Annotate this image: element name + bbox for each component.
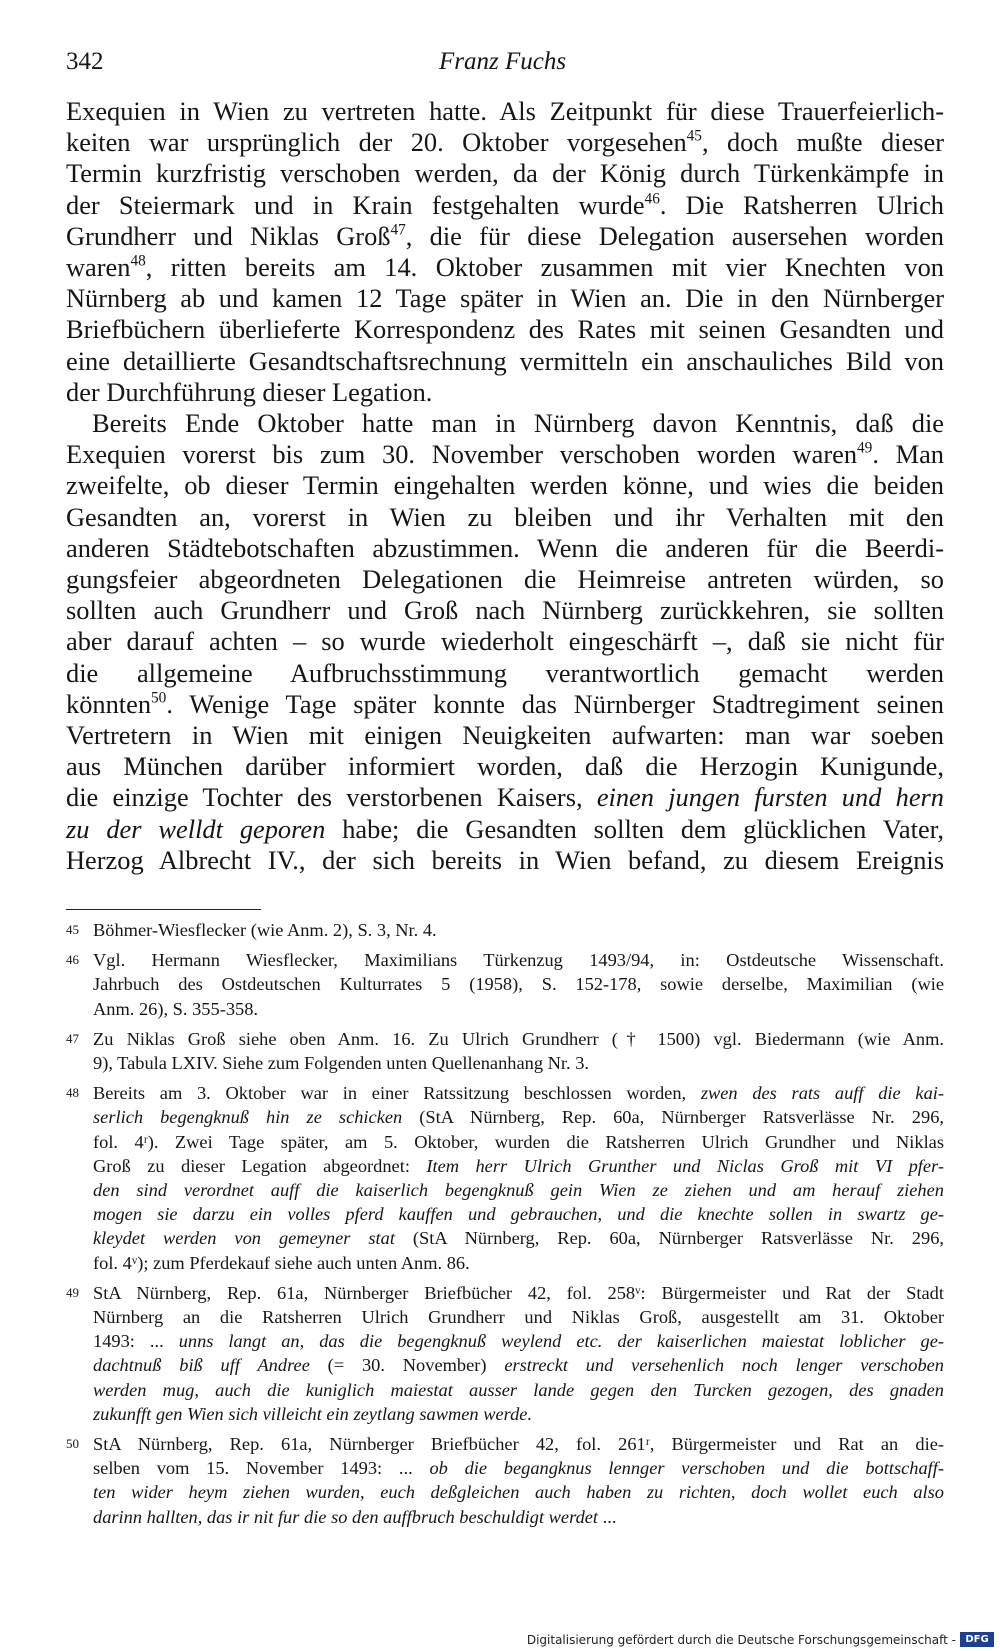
footnote-line: Jahrbuch des Ostdeutschen Kulturrates 5 (1958), S. 152-178, sowie derselbe, Maximilian (wie bbox=[93, 974, 944, 995]
body-line: der Steiermark und in Krain festgehalten wurde$^{46}$. Die Ratsherren Ulrich bbox=[66, 189, 944, 220]
footnote-line: kleydet werden von gemeyner stat (StA Nürnberg, Rep. 60a, Nürnberger Ratsverlässe Nr. 296, bbox=[93, 1228, 944, 1249]
footnote-number: 46 bbox=[66, 952, 79, 968]
page-header bbox=[66, 48, 946, 80]
page-number: 342 bbox=[66, 48, 104, 75]
footnote-number: 50 bbox=[66, 1436, 79, 1452]
footnote-line: werden mug, auch die kuniglich maiestat ausser lande gegen den Turcken gezogen, des gnaden bbox=[93, 1379, 944, 1400]
footnote-48 bbox=[66, 1081, 944, 1275]
footnote-line: Anm. 26), S. 355-358. bbox=[93, 998, 259, 1019]
footnote-line: Groß zu dieser Legation abgeordnet: Item herr Ulrich Grunther und Niclas Groß mit VI pfer- bbox=[93, 1155, 944, 1176]
body-line: zu der welldt geporen habe; die Gesandten sollten dem glücklichen Vater, bbox=[66, 813, 944, 844]
footnote-line: serlich begengknuß hin ze schicken (StA Nürnberg, Rep. 60a, Nürnberger Ratsverlässe Nr. 296, bbox=[93, 1107, 944, 1128]
footnote-line: Böhmer-Wiesflecker (wie Anm. 2), S. 3, Nr. 4. bbox=[93, 920, 437, 940]
footnotes bbox=[66, 918, 944, 1535]
funding-credit: Digitalisierung gefördert durch die Deutsche Forschungsgemeinschaft - bbox=[526, 1633, 956, 1647]
footnote-line: Nürnberg an die Ratsherren Ulrich Grundherr und Niklas Groß, ausgestellt am 31. Oktober bbox=[93, 1307, 944, 1328]
body-text bbox=[66, 96, 944, 876]
body-line: die einzige Tochter des verstorbenen Kaisers, einen jungen fursten und hern bbox=[66, 782, 944, 813]
footnote-line: fol. 4ᵛ); zum Pferdekauf siehe auch unten Anm. 86. bbox=[93, 1252, 470, 1273]
footnote-line: ten wider heym ziehen wurden, euch deßgleichen auch haben zu richten, doch wollet euch also bbox=[93, 1482, 944, 1503]
body-line: Exequien vorerst bis zum 30. November verschoben worden waren$^{49}$. Man bbox=[66, 439, 944, 470]
footnote-49 bbox=[66, 1281, 944, 1426]
footnote-number: 45 bbox=[66, 922, 79, 937]
footnote-line: Vgl. Hermann Wiesflecker, Maximilians Türkenzug 1493/94, in: Ostdeutsche Wissenschaft. bbox=[93, 950, 944, 971]
footnote-line: dachtnuß biß uff Andree (= 30. November) erstreckt und versehenlich noch lenger verschoben bbox=[93, 1355, 945, 1376]
footnote-line: Zu Niklas Groß siehe oben Anm. 16. Zu Ulrich Grundherr († 1500) vgl. Biedermann (wie Anm. bbox=[93, 1028, 944, 1049]
footnote-line: zukunfft gen Wien sich villeicht ein zeytlang sawmen werde. bbox=[93, 1403, 533, 1424]
body-line: sollten auch Grundherr und Groß nach Nürnberg zurückkehren, sie sollten bbox=[66, 595, 944, 626]
running-head-author: Franz Fuchs bbox=[439, 48, 567, 75]
footnote-46 bbox=[66, 948, 944, 1021]
body-line: keiten war ursprünglich der 20. Oktober vorgesehen$^{45}$, doch mußte dieser bbox=[66, 127, 944, 158]
footnote-line: 9), Tabula LXIV. Siehe zum Folgenden unten Quellenanhang Nr. 3. bbox=[93, 1053, 590, 1074]
dfg-logo: DFG bbox=[960, 1632, 994, 1647]
body-line: Grundherr und Niklas Groß$^{47}$, die für diese Delegation ausersehen worden bbox=[66, 220, 944, 251]
footnote-line: den sind verordnet auff die kaiserlich begengknuß gein Wien ze ziehen und am herauf ziehen bbox=[93, 1180, 944, 1201]
footnote-number: 47 bbox=[66, 1030, 79, 1046]
footnote-line: Bereits am 3. Oktober war in einer Ratssitzung beschlossen worden, zwen des rats auff die kai- bbox=[93, 1083, 944, 1104]
body-line: zweifelte, ob dieser Termin eingehalten werden könne, und wies die beiden bbox=[66, 470, 944, 501]
body-line: Bereits Ende Oktober hatte man in Nürnberg davon Kenntnis, daß die bbox=[92, 408, 944, 439]
footnote-line: darinn hallten, das ir nit fur die so den auffbruch beschuldigt werdet ... bbox=[93, 1506, 617, 1527]
footnote-number: 48 bbox=[66, 1085, 79, 1101]
body-line: anderen Städtebotschaften abzustimmen. Wenn die anderen für die Beerdi- bbox=[66, 532, 944, 563]
body-line: waren$^{48}$, ritten bereits am 14. Oktober zusammen mit vier Knechten von bbox=[66, 252, 944, 283]
body-line: Termin kurzfristig verschoben werden, da der König durch Türkenkämpfe in bbox=[66, 158, 944, 189]
footnote-45 bbox=[66, 918, 944, 942]
body-line: Nürnberg ab und kamen 12 Tage später in Wien an. Die in den Nürnberger bbox=[66, 283, 944, 314]
digitization-footer bbox=[526, 1630, 1000, 1651]
footnote-line: mogen sie darzu ein volles pferd kauffen und gebrauchen, und die knechte sollen in swartz ge- bbox=[93, 1204, 944, 1225]
body-line: aus München darüber informiert worden, daß die Herzogin Kunigunde, bbox=[66, 751, 944, 782]
footnote-line: StA Nürnberg, Rep. 61a, Nürnberger Briefbücher 42, fol. 261ʳ, Bürgermeister und Rat an die- bbox=[93, 1434, 944, 1455]
footnote-47 bbox=[66, 1027, 944, 1075]
footnote-line: 1493: ... unns langt an, das die begengknuß weylend etc. der kaiserlichen maiestat loblicher ge- bbox=[93, 1331, 944, 1352]
body-line: Briefbüchern überlieferte Korrespondenz des Rates mit seinen Gesandten und bbox=[66, 314, 944, 345]
footnote-number: 49 bbox=[66, 1284, 79, 1300]
footnote-separator bbox=[66, 909, 261, 910]
body-line: gungsfeier abgeordneten Delegationen die Heimreise antreten würden, so bbox=[66, 564, 944, 595]
body-line: eine detaillierte Gesandtschaftsrechnung vermitteln ein anschauliches Bild von bbox=[66, 345, 944, 376]
body-line: die allgemeine Aufbruchsstimmung verantwortlich gemacht werden bbox=[66, 657, 944, 688]
body-line: Vertretern in Wien mit einigen Neuigkeiten aufwarten: man war soeben bbox=[66, 720, 944, 751]
body-line: Gesandten an, vorerst in Wien zu bleiben und ihr Verhalten mit den bbox=[66, 501, 944, 532]
body-line: Herzog Albrecht IV., der sich bereits in Wien befand, zu diesem Ereignis bbox=[66, 844, 944, 875]
footnote-line: StA Nürnberg, Rep. 61a, Nürnberger Briefbücher 42, fol. 258ᵛ: Bürgermeister und Rat der Stadt bbox=[93, 1282, 944, 1303]
footnote-line: fol. 4ʳ). Zwei Tage später, am 5. Oktober, wurden die Ratsherren Ulrich Grundher und Niklas bbox=[93, 1131, 944, 1152]
footnote-line: selben vom 15. November 1493: ... ob die begangknus lennger verschoben und die bottschaff- bbox=[93, 1458, 944, 1479]
footnote-50 bbox=[66, 1432, 944, 1529]
body-line: aber darauf achten – so wurde wiederholt eingeschärft –, daß sie nicht für bbox=[66, 626, 944, 657]
body-line: der Durchführung dieser Legation. bbox=[66, 376, 433, 407]
body-line: Exequien in Wien zu vertreten hatte. Als Zeitpunkt für diese Trauerfeierlich- bbox=[66, 96, 944, 126]
body-line: könnten$^{50}$. Wenige Tage später konnte das Nürnberger Stadtregiment seinen bbox=[66, 688, 944, 719]
